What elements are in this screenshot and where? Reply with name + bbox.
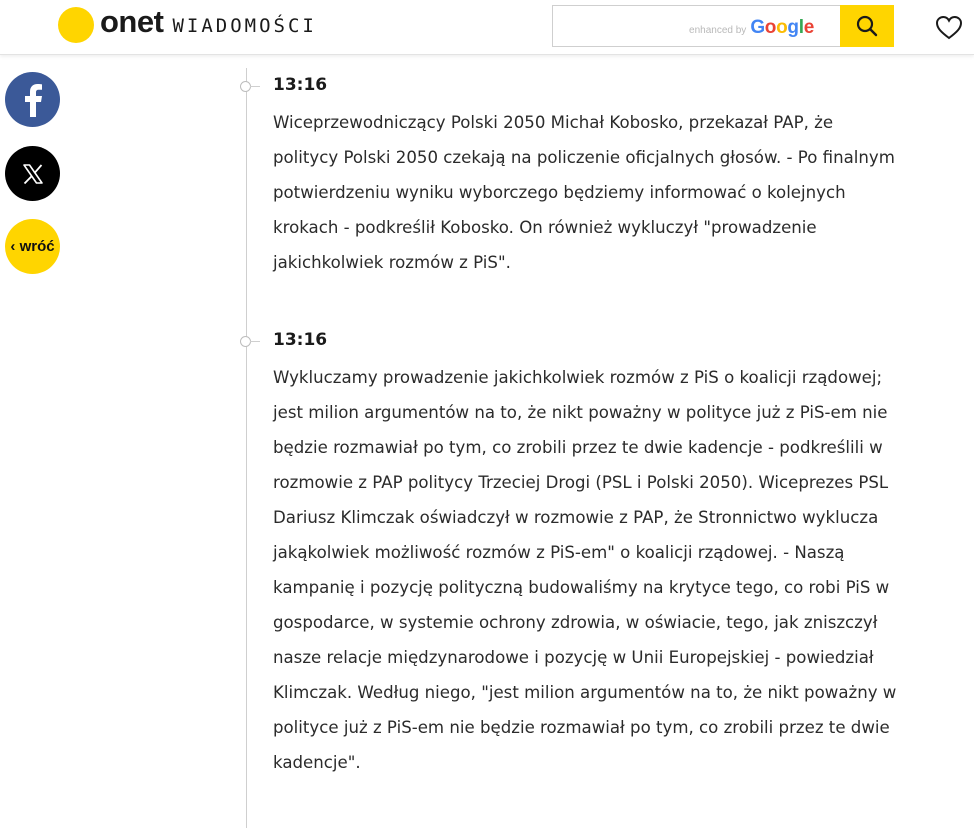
- google-letter: o: [764, 17, 777, 38]
- search-box: [552, 5, 840, 47]
- enhanced-by-text: enhanced by: [689, 25, 747, 36]
- top-header: [0, 0, 974, 55]
- logo-dot-icon: [58, 7, 94, 43]
- entry-time: 13:16: [273, 75, 328, 95]
- logo-word: onet: [100, 4, 164, 39]
- timeline-tick: [250, 86, 260, 87]
- google-logo: [750, 17, 814, 39]
- favorites-button[interactable]: [935, 15, 963, 41]
- google-letter: l: [798, 17, 804, 38]
- heart-icon: [935, 15, 963, 41]
- google-letter: g: [787, 17, 799, 38]
- x-share-button[interactable]: [5, 146, 60, 201]
- search-button[interactable]: [840, 5, 894, 47]
- google-letter: G: [750, 17, 765, 38]
- onet-logo[interactable]: [58, 5, 317, 45]
- facebook-icon: [23, 83, 43, 117]
- section-name: WIADOMOŚCI: [172, 15, 317, 37]
- timeline-line: [246, 68, 247, 828]
- entry-text: Wiceprzewodniczący Polski 2050 Michał Kobosko, przekazał PAP, że politycy Polski 2050 czekają na policzenie oficjalnych głosów. - Po finalnym potwierdzeniu wyniku wyborczego będziemy informować o kolejnych krokach - podkreślił Kobosko. On również wykluczył "prowadzenie jakichkolwiek rozmów z PiS".: [273, 113, 895, 272]
- magnifier-icon: [856, 15, 878, 37]
- entry-text: Wykluczamy prowadzenie jakichkolwiek rozmów z PiS o koalicji rządowej; jest milion argumentów na to, że nikt poważny w polityce już z PiS-em nie będzie rozmawiał po tym, co zrobili przez te dwie kadencje - podkreślili w rozmowie z PAP politycy Trzeciej Drogi (PSL i Polski 2050). Wiceprezes PSL Dariusz Klimczak oświadczył w rozmowie z PAP, że Stronnictwo wyklucza jakąkolwiek możliwość rozmów z PiS-em" o koalicji rządowej. - Naszą kampanię i pozycję polityczną budowaliśmy na krytyce tego, co robi PiS w gospodarce, w systemie ochrony zdrowia, w oświacie, tego, jak zniszczył nasze relacje międzynarodowe i pozycję w Unii Europejskiej - powiedział Klimczak. Według niego, "jest milion argumentów na to, że nikt poważny w polityce już z PiS-em nie będzie rozmawiał po tym, co zrobili przez te dwie kadencje".: [273, 368, 897, 772]
- entry-time: 13:16: [273, 330, 328, 350]
- enhanced-by-google: [689, 17, 814, 39]
- x-icon: [22, 163, 44, 185]
- search-input[interactable]: [553, 6, 695, 46]
- google-letter: o: [776, 17, 788, 38]
- facebook-share-button[interactable]: [5, 72, 60, 127]
- timeline-tick: [250, 341, 260, 342]
- back-label: ‹ wróć: [10, 238, 55, 255]
- back-button[interactable]: [5, 219, 60, 274]
- google-letter: e: [803, 17, 814, 38]
